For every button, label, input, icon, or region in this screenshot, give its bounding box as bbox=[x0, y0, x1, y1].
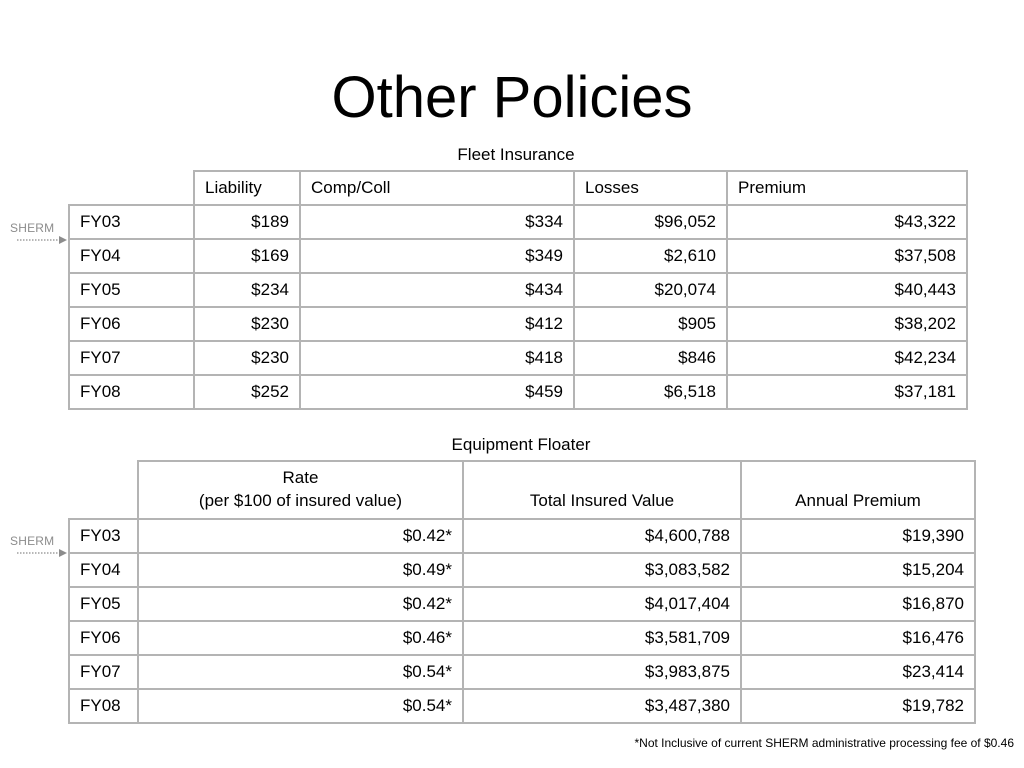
value-cell-liability: $252 bbox=[194, 375, 300, 409]
table-row bbox=[69, 239, 967, 273]
value-cell-liability: $234 bbox=[194, 273, 300, 307]
value-cell-rate: $0.42* bbox=[138, 587, 463, 621]
equipment-header-corner bbox=[69, 461, 138, 519]
value-cell-comp-coll: $349 bbox=[300, 239, 574, 273]
value-cell-tiv: $3,983,875 bbox=[463, 655, 741, 689]
table-row bbox=[69, 621, 975, 655]
value-cell-comp-coll: $434 bbox=[300, 273, 574, 307]
row-label-cell: FY08 bbox=[69, 689, 138, 723]
value-cell-tiv: $3,083,582 bbox=[463, 553, 741, 587]
value-cell-rate: $0.42* bbox=[138, 519, 463, 553]
fleet-header-premium: Premium bbox=[727, 171, 967, 205]
value-cell-liability: $230 bbox=[194, 307, 300, 341]
row-label-cell: FY07 bbox=[69, 341, 194, 375]
row-label-cell: FY07 bbox=[69, 655, 138, 689]
value-cell-premium: $40,443 bbox=[727, 273, 967, 307]
value-cell-premium: $19,390 bbox=[741, 519, 975, 553]
value-cell-premium: $23,414 bbox=[741, 655, 975, 689]
value-cell-tiv: $3,581,709 bbox=[463, 621, 741, 655]
value-cell-rate: $0.49* bbox=[138, 553, 463, 587]
value-cell-comp-coll: $418 bbox=[300, 341, 574, 375]
table-row bbox=[69, 375, 967, 409]
page-title: Other Policies bbox=[331, 65, 693, 130]
value-cell-comp-coll: $459 bbox=[300, 375, 574, 409]
table-row bbox=[69, 341, 967, 375]
value-cell-losses: $96,052 bbox=[574, 205, 727, 239]
value-cell-liability: $189 bbox=[194, 205, 300, 239]
value-cell-liability: $230 bbox=[194, 341, 300, 375]
table-row bbox=[69, 273, 967, 307]
table-row bbox=[69, 553, 975, 587]
footnote: *Not Inclusive of current SHERM administrative processing fee of $0.46 bbox=[634, 736, 1014, 750]
value-cell-premium: $38,202 bbox=[727, 307, 967, 341]
value-cell-premium: $15,204 bbox=[741, 553, 975, 587]
fleet-header-corner bbox=[69, 171, 194, 205]
fleet-sherm-label: SHERM bbox=[10, 221, 55, 235]
value-cell-premium: $16,476 bbox=[741, 621, 975, 655]
value-cell-rate: $0.54* bbox=[138, 655, 463, 689]
table-row bbox=[69, 655, 975, 689]
equipment-header-annual-premium: Annual Premium bbox=[741, 461, 975, 519]
table-row bbox=[69, 587, 975, 621]
equipment-floater-table bbox=[68, 460, 976, 724]
row-label-cell: FY03 bbox=[69, 205, 194, 239]
row-label-cell: FY05 bbox=[69, 273, 194, 307]
value-cell-premium: $43,322 bbox=[727, 205, 967, 239]
value-cell-rate: $0.46* bbox=[138, 621, 463, 655]
value-cell-tiv: $4,600,788 bbox=[463, 519, 741, 553]
row-label-cell: FY06 bbox=[69, 621, 138, 655]
value-cell-rate: $0.54* bbox=[138, 689, 463, 723]
fleet-header-row bbox=[69, 171, 967, 205]
value-cell-premium: $42,234 bbox=[727, 341, 967, 375]
value-cell-premium: $37,508 bbox=[727, 239, 967, 273]
value-cell-premium: $37,181 bbox=[727, 375, 967, 409]
value-cell-losses: $846 bbox=[574, 341, 727, 375]
row-label-cell: FY05 bbox=[69, 587, 138, 621]
row-label-cell: FY04 bbox=[69, 239, 194, 273]
value-cell-liability: $169 bbox=[194, 239, 300, 273]
value-cell-tiv: $3,487,380 bbox=[463, 689, 741, 723]
value-cell-comp-coll: $334 bbox=[300, 205, 574, 239]
dotted-arrow-icon bbox=[17, 236, 67, 244]
fleet-header-comp-coll: Comp/Coll bbox=[300, 171, 574, 205]
equipment-sherm-marker bbox=[10, 534, 68, 556]
fleet-header-liability: Liability bbox=[194, 171, 300, 205]
fleet-sherm-marker bbox=[10, 221, 68, 243]
table-row bbox=[69, 307, 967, 341]
row-label-cell: FY04 bbox=[69, 553, 138, 587]
value-cell-premium: $16,870 bbox=[741, 587, 975, 621]
row-label-cell: FY03 bbox=[69, 519, 138, 553]
dotted-arrow-icon bbox=[17, 549, 67, 557]
equipment-header-row bbox=[69, 461, 975, 519]
value-cell-tiv: $4,017,404 bbox=[463, 587, 741, 621]
value-cell-comp-coll: $412 bbox=[300, 307, 574, 341]
equipment-header-total-insured-value: Total Insured Value bbox=[463, 461, 741, 519]
equipment-sherm-label: SHERM bbox=[10, 534, 55, 548]
table-row bbox=[69, 205, 967, 239]
equipment-caption: Equipment Floater bbox=[451, 435, 591, 454]
value-cell-losses: $6,518 bbox=[574, 375, 727, 409]
table-row bbox=[69, 689, 975, 723]
row-label-cell: FY06 bbox=[69, 307, 194, 341]
equipment-header-rate-line1: Rate bbox=[282, 468, 319, 487]
table-row bbox=[69, 519, 975, 553]
value-cell-losses: $2,610 bbox=[574, 239, 727, 273]
row-label-cell: FY08 bbox=[69, 375, 194, 409]
fleet-header-losses: Losses bbox=[574, 171, 727, 205]
value-cell-losses: $20,074 bbox=[574, 273, 727, 307]
equipment-header-rate-line2: (per $100 of insured value) bbox=[198, 491, 403, 510]
value-cell-losses: $905 bbox=[574, 307, 727, 341]
fleet-insurance-table bbox=[68, 170, 968, 410]
fleet-caption: Fleet Insurance bbox=[457, 145, 575, 164]
equipment-header-rate bbox=[138, 461, 463, 519]
value-cell-premium: $19,782 bbox=[741, 689, 975, 723]
